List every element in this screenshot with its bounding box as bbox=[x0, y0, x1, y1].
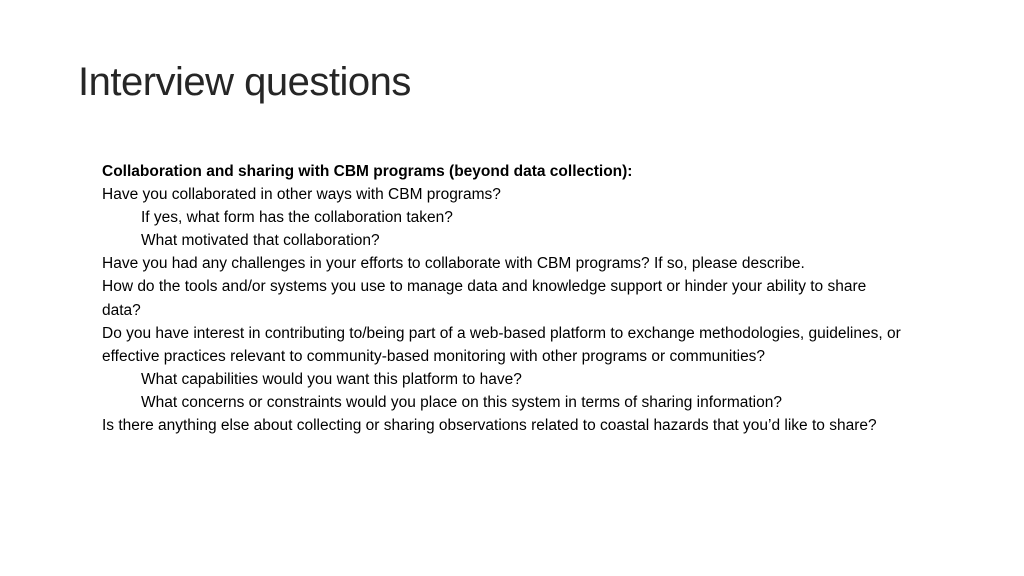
sub-question-line: If yes, what form has the collaboration taken? bbox=[141, 209, 453, 227]
question-line: Have you had any challenges in your efforts to collaborate with CBM programs? If so, please describe. bbox=[102, 255, 805, 273]
sub-question-line: What capabilities would you want this platform to have? bbox=[141, 370, 522, 388]
section-heading: Collaboration and sharing with CBM programs (beyond data collection): bbox=[102, 163, 633, 180]
question-line: Do you have interest in contributing to/being part of a web-based platform to exchange methodologies, guidelines, or effective practices relevant to community-based monitoring with other programs or communities? bbox=[102, 324, 901, 365]
slide-body bbox=[102, 160, 902, 437]
sub-question-line: What concerns or constraints would you place on this system in terms of sharing information? bbox=[141, 393, 782, 411]
slide-title: Interview questions bbox=[78, 60, 411, 104]
question-line: Is there anything else about collecting or sharing observations related to coastal hazards that you’d like to share? bbox=[102, 417, 877, 435]
question-line: Have you collaborated in other ways with CBM programs? bbox=[102, 186, 501, 204]
question-line: How do the tools and/or systems you use to manage data and knowledge support or hinder your ability to share data? bbox=[102, 278, 867, 319]
sub-question-line: What motivated that collaboration? bbox=[141, 232, 380, 250]
